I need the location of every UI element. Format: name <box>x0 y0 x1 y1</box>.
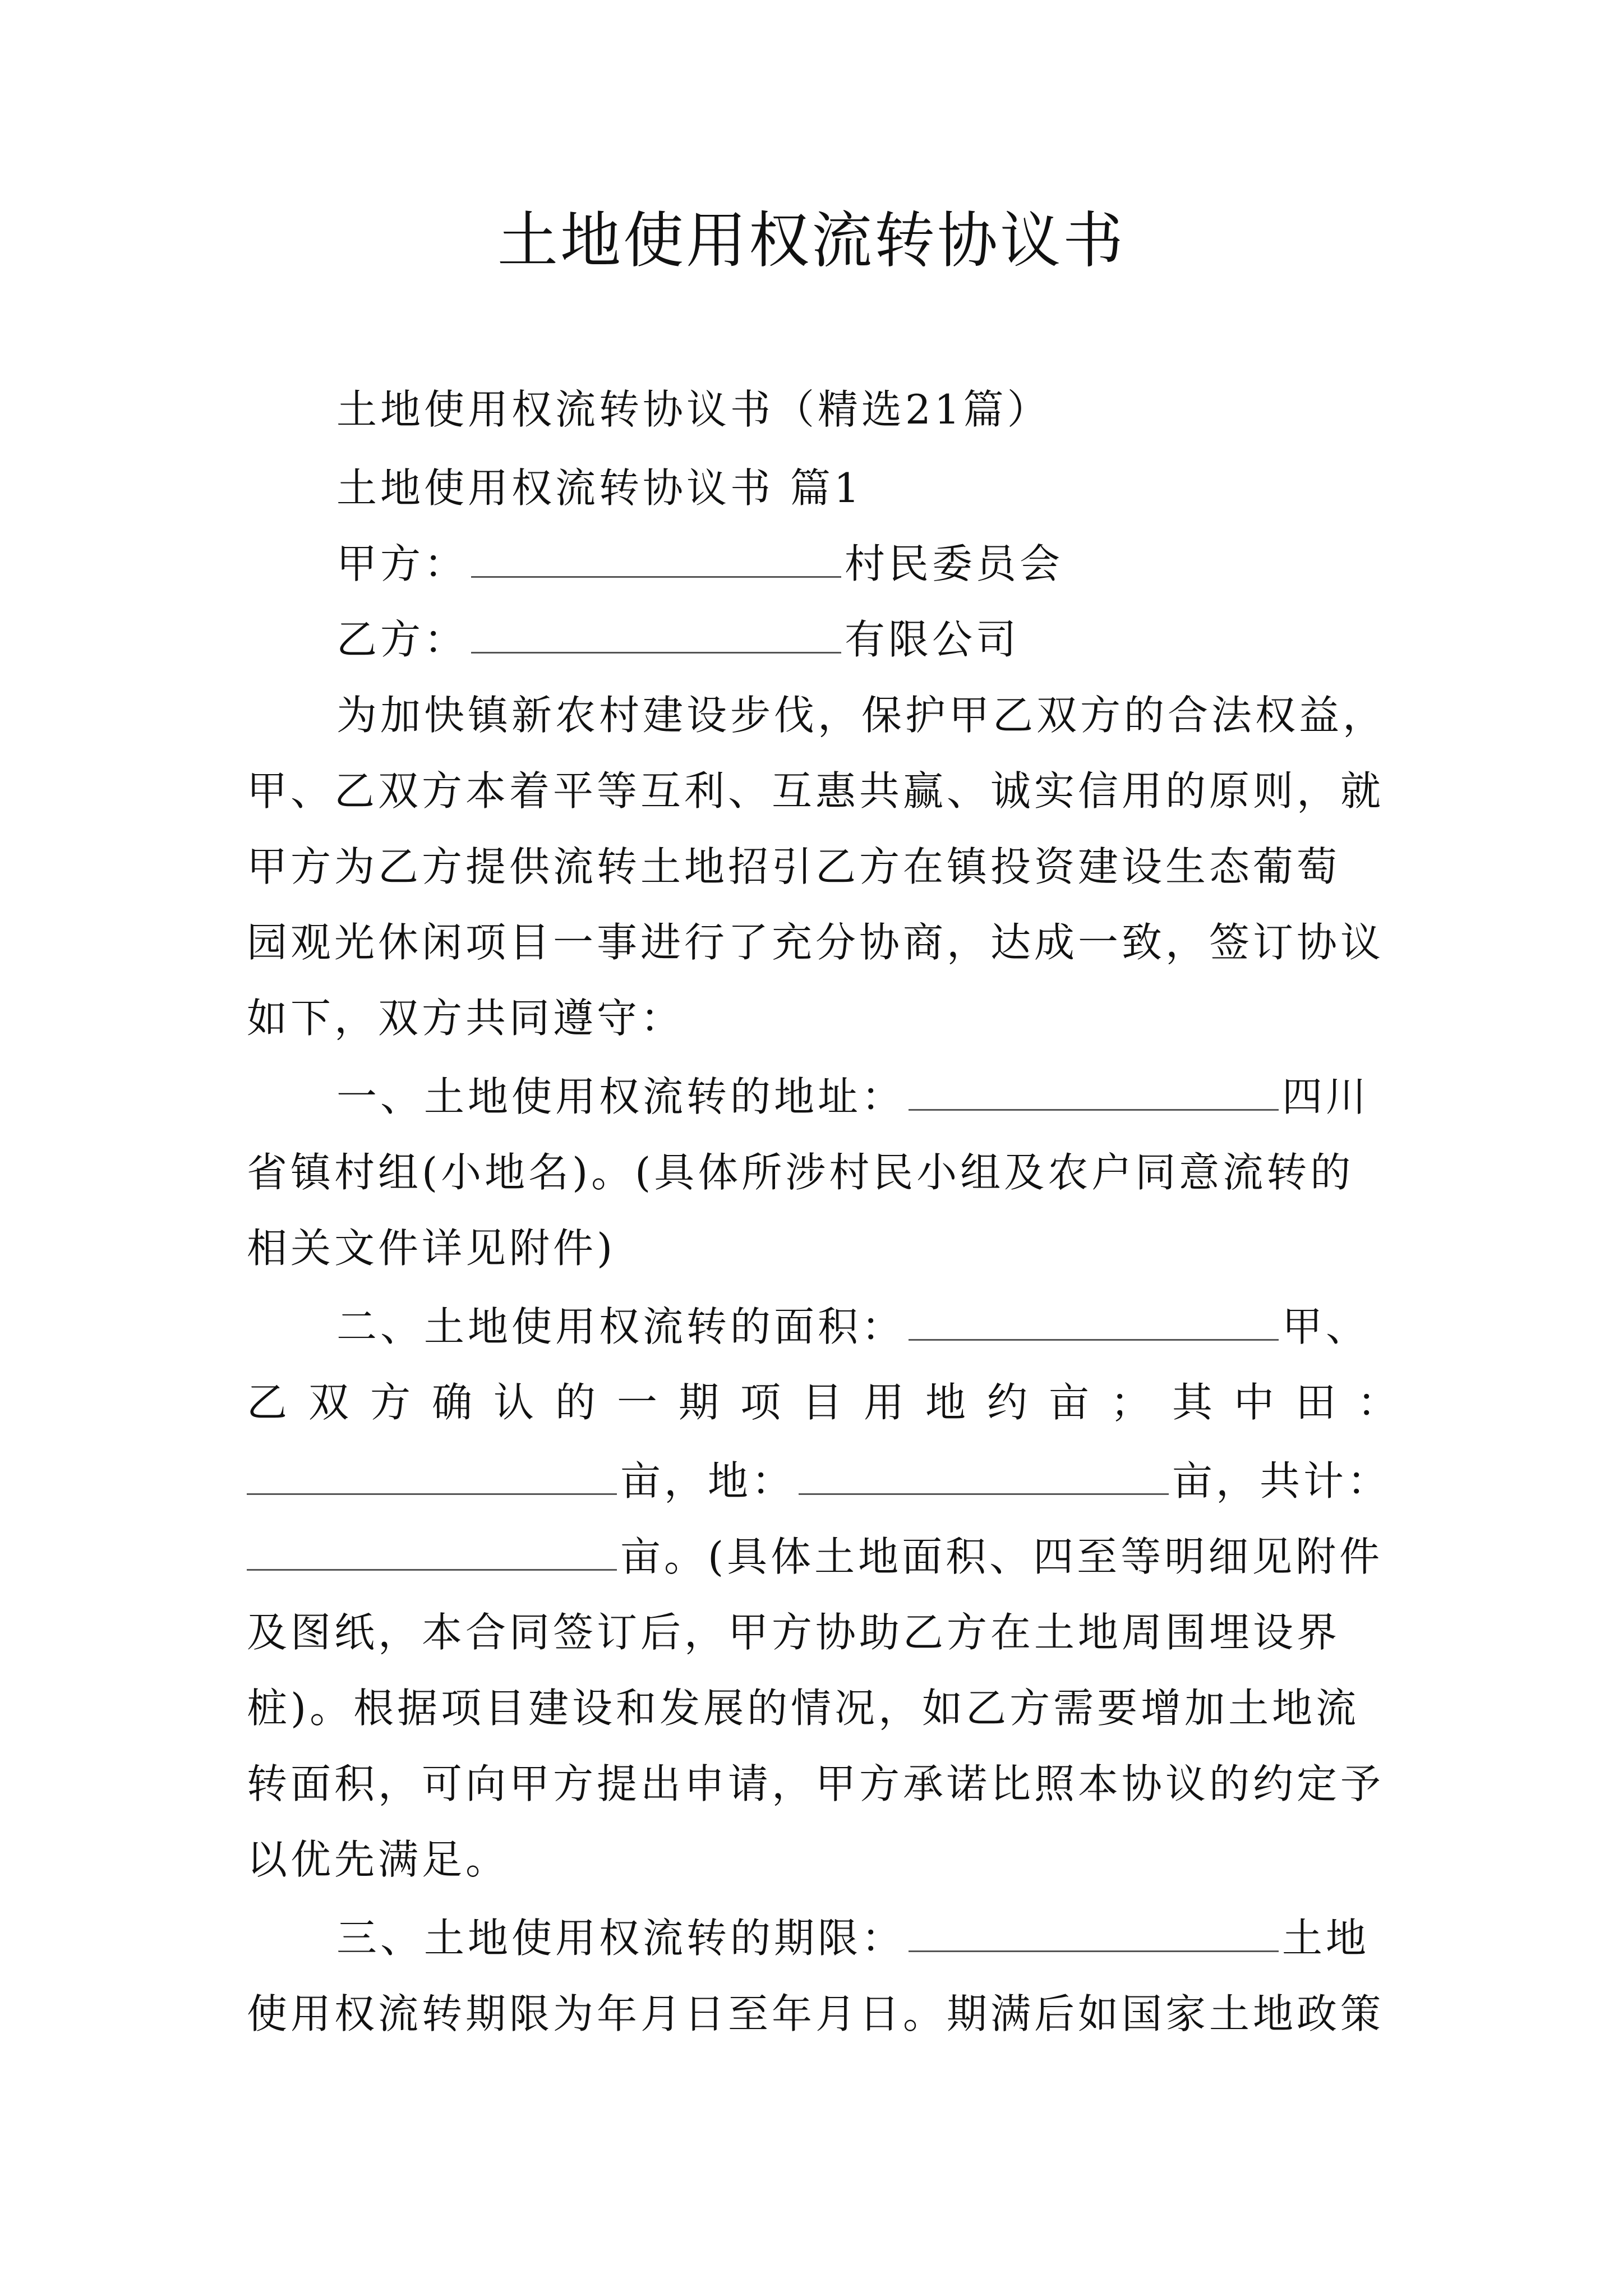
clause-1-label: 一、土地使用权流转的地址： <box>336 1073 906 1120</box>
clause-2-blank <box>909 1337 1279 1341</box>
paragraph-line: 甲方为乙方提供流转土地招引乙方在镇投资建设生态葡萄 <box>247 843 1341 890</box>
document-title: 土地使用权流转协议书 <box>497 206 1126 276</box>
clause-2-line <box>336 1299 1370 1355</box>
field-area-blank <box>247 1491 617 1495</box>
paragraph-line: 相关文件详见附件) <box>247 1225 616 1272</box>
clause-3-line <box>336 1910 1370 1966</box>
paragraph-line: 如下，双方共同遵守： <box>247 995 685 1042</box>
paragraph-line: 转面积，可向甲方提出申请，甲方承诺比照本协议的约定予 <box>247 1760 1385 1807</box>
area-total-text: 亩。(具体土地面积、四至等明细见附件 <box>620 1533 1384 1580</box>
area-line <box>247 1453 1391 1509</box>
paragraph-line: 甲、乙双方本着平等互利、互惠共赢、诚实信用的原则，就 <box>247 767 1385 815</box>
section-heading: 土地使用权流转协议书 篇1 <box>336 464 863 512</box>
paragraph-line: 使用权流转期限为年月日至年月日。期满后如国家土地政策 <box>247 1990 1385 2037</box>
party-a-blank <box>471 574 841 578</box>
party-b-line <box>336 611 1020 668</box>
clause-2-suffix: 甲、 <box>1282 1303 1370 1350</box>
clause-3-suffix: 土地 <box>1282 1915 1370 1962</box>
party-b-blank <box>471 650 841 654</box>
area-mid-text: 亩，地： <box>620 1457 796 1504</box>
party-a-label: 甲方： <box>336 540 468 587</box>
party-a-suffix: 村民委员会 <box>845 540 1064 587</box>
clause-3-label: 三、土地使用权流转的期限： <box>336 1915 906 1962</box>
paragraph-line: 以优先满足。 <box>247 1836 510 1883</box>
clause-2-label: 二、土地使用权流转的面积： <box>336 1303 906 1350</box>
party-a-line <box>336 536 1063 592</box>
land-area-blank <box>799 1491 1169 1495</box>
paragraph-line: 桩)。根据项目建设和发展的情况，如乙方需要增加土地流 <box>247 1685 1360 1732</box>
total-area-blank <box>247 1567 617 1571</box>
subtitle-line: 土地使用权流转协议书（精选21篇） <box>336 386 1051 433</box>
clause-1-suffix: 四川 <box>1282 1073 1370 1120</box>
area-total-label: 亩，共计： <box>1172 1457 1391 1504</box>
paragraph-line: 省镇村组(小地名)。(具体所涉村民小组及农户同意流转的 <box>247 1149 1354 1196</box>
paragraph-line: 为加快镇新农村建设步伐，保护甲乙双方的合法权益， <box>336 692 1387 739</box>
party-b-suffix: 有限公司 <box>845 616 1020 663</box>
area-total-line <box>247 1529 1383 1585</box>
paragraph-line: 及图纸，本合同签订后，甲方协助乙方在土地周围埋设界 <box>247 1609 1341 1656</box>
party-b-label: 乙方： <box>336 616 468 663</box>
clause-3-blank <box>909 1948 1279 1952</box>
paragraph-line: 乙双方确认的一期项目用地约亩；其中田： <box>247 1379 1419 1426</box>
paragraph-line: 园观光休闲项目一事进行了充分协商，达成一致，签订协议 <box>247 919 1385 966</box>
clause-1-line <box>336 1069 1370 1125</box>
clause-1-blank <box>909 1107 1279 1111</box>
